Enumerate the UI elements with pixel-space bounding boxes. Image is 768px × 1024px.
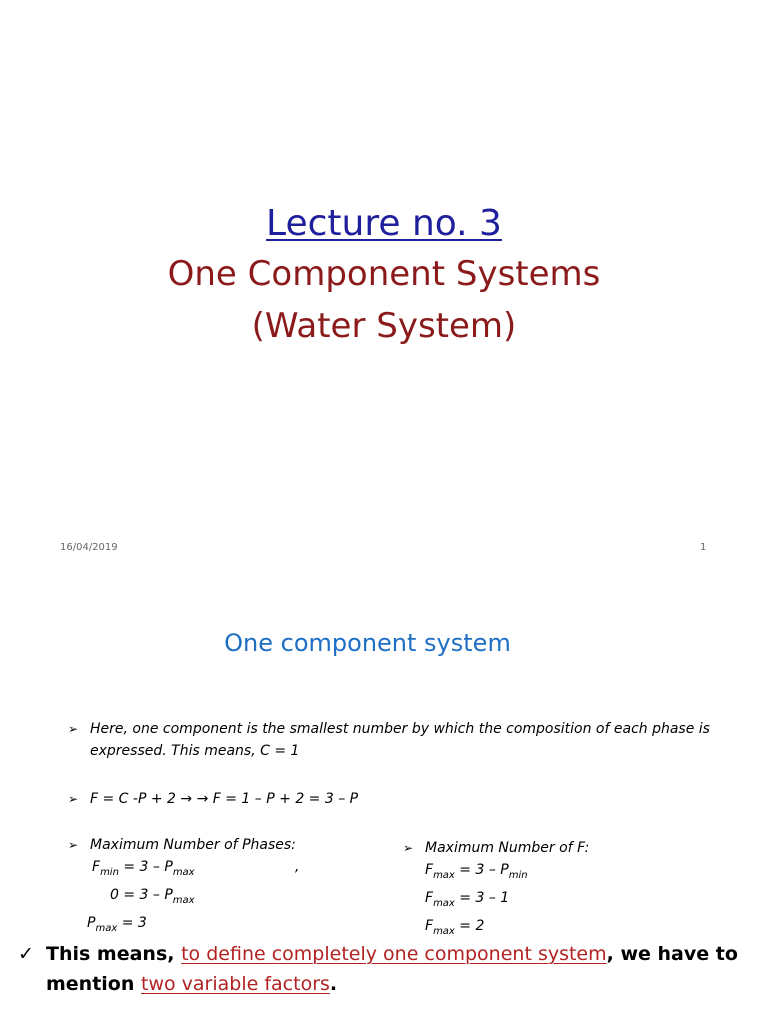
- eq-subscript: max: [172, 866, 195, 878]
- arrow-bullet-icon: ➢: [403, 841, 414, 855]
- phase-rule-equation: F = C -P + 2 → → F = 1 – P + 2 = 3 – P: [90, 791, 359, 807]
- eq-text: 0 = 3 – P: [110, 886, 173, 903]
- eq-symbol: F: [425, 917, 434, 934]
- arrow-bullet-icon: ➢: [68, 792, 79, 806]
- bullet-max-f: [403, 837, 725, 942]
- eq-subscript: max: [95, 922, 118, 934]
- max-f-heading: Maximum Number of F:: [425, 840, 590, 856]
- eq-subscript: max: [172, 894, 195, 906]
- max-f-eq-1: [425, 859, 725, 887]
- eq-comma: ,: [295, 859, 300, 875]
- eq-subscript: max: [433, 897, 455, 909]
- eq-subscript: min: [508, 869, 528, 881]
- slide-date: 16/04/2019: [60, 542, 118, 553]
- bullet-max-phases: [68, 834, 350, 939]
- max-phases-eq-2: [90, 884, 350, 912]
- eq-subscript: max: [433, 925, 455, 937]
- conclusion-part-3: .: [329, 973, 338, 995]
- eq-text: = 3 – 1: [454, 889, 510, 906]
- eq-symbol: F: [92, 859, 101, 875]
- max-phases-eq-1: [90, 856, 350, 884]
- subtitle-line-2: (Water System): [251, 306, 517, 346]
- max-phases-eq-3: [87, 912, 350, 940]
- conclusion-highlight-2: two variable factors: [141, 973, 330, 995]
- checkmark-icon: ✓: [18, 943, 34, 965]
- slide-page-number: 1: [700, 542, 707, 553]
- eq-text: = 3 – P: [454, 862, 509, 878]
- eq-subscript: min: [100, 866, 119, 878]
- section-title: One component system: [224, 629, 511, 657]
- arrow-bullet-icon: ➢: [68, 722, 79, 736]
- eq-symbol: P: [87, 914, 96, 931]
- arrow-bullet-icon: ➢: [68, 838, 79, 852]
- eq-text: = 2: [454, 917, 485, 934]
- conclusion-highlight-1: to define completely one component system: [181, 943, 607, 965]
- conclusion-text: [18, 939, 758, 999]
- content-slide: [0, 575, 768, 1024]
- eq-symbol: F: [425, 862, 434, 878]
- title-block: [0, 200, 768, 352]
- bullet-definition: [68, 718, 750, 762]
- conclusion-part-1: This means,: [46, 943, 182, 965]
- eq-text: = 3: [117, 914, 147, 931]
- max-f-eq-2: [425, 887, 725, 915]
- max-phases-heading: Maximum Number of Phases:: [90, 837, 296, 853]
- subtitle-line-1: One Component Systems: [167, 254, 601, 294]
- bullet-phase-rule: [68, 788, 490, 810]
- bullet-definition-text: Here, one component is the smallest number by which the composition of each phase is expressed. This means, C = 1: [90, 721, 710, 759]
- eq-text: = 3 – P: [118, 859, 173, 875]
- conclusion-part-2: , we have to mention: [46, 943, 738, 995]
- lecture-title: Lecture no. 3: [266, 203, 502, 244]
- eq-symbol: F: [425, 889, 434, 906]
- eq-subscript: max: [433, 869, 455, 881]
